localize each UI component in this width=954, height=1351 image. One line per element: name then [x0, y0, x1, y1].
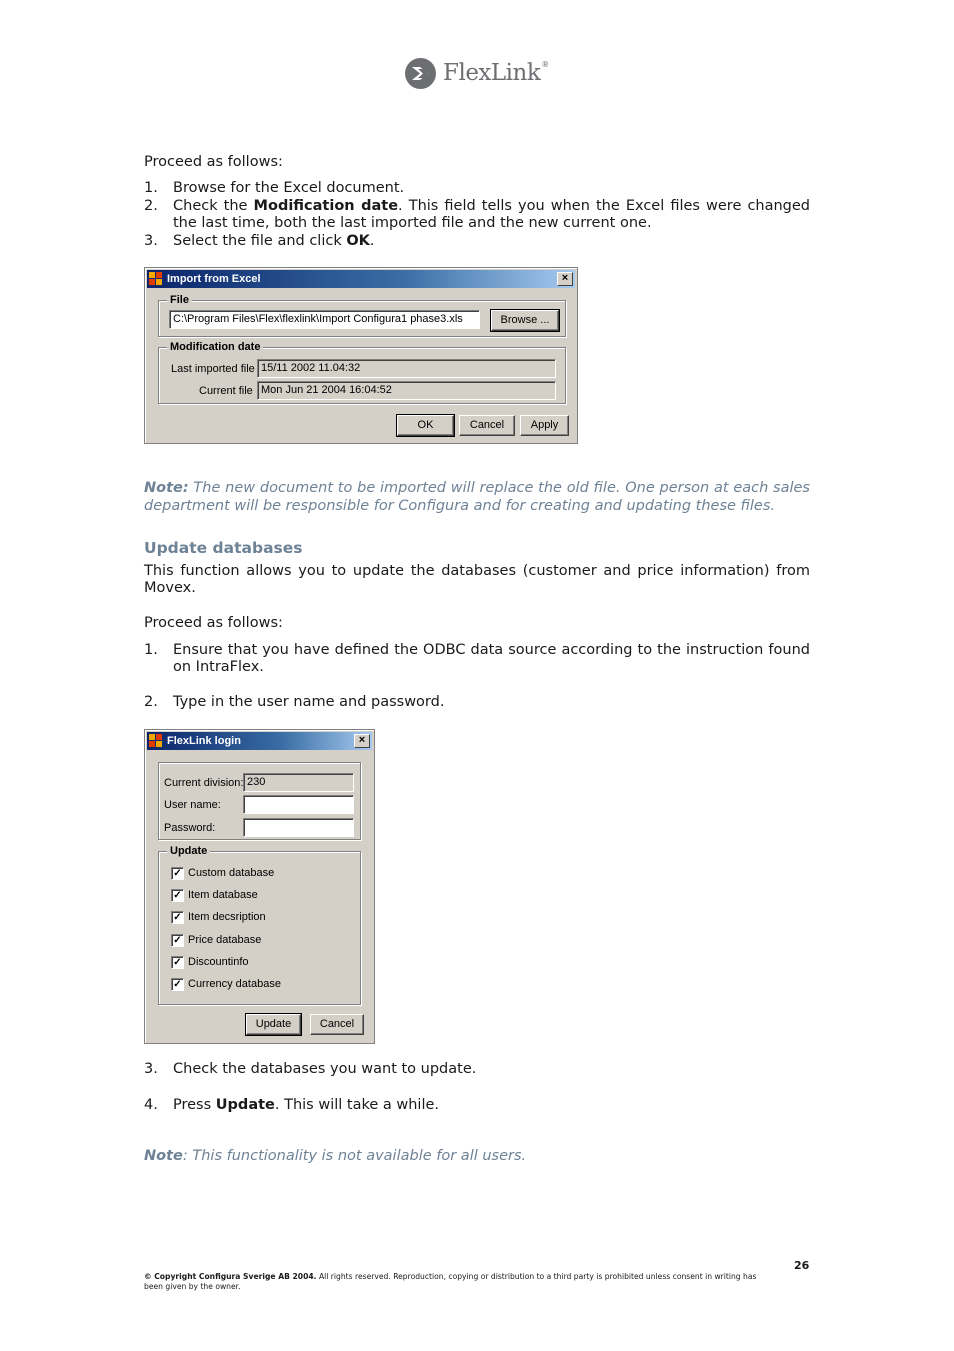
- flexlink-logo: [404, 56, 549, 90]
- close-icon[interactable]: ×: [557, 272, 573, 286]
- update-step-2: 2. Type in the user name and password.: [144, 694, 445, 710]
- proceed-intro-1: Proceed as follows:: [144, 154, 283, 170]
- user-name-label: User name:: [164, 799, 221, 811]
- update-button[interactable]: Update: [246, 1014, 301, 1035]
- logo-registered: ®: [541, 59, 550, 69]
- import-from-excel-dialog: [144, 267, 578, 444]
- update-step-3: 3. Check the databases you want to update.: [144, 1061, 477, 1077]
- login-titlebar: [147, 732, 372, 750]
- step-1: 1. Browse for the Excel document.: [144, 180, 405, 196]
- current-file-field: Mon Jun 21 2004 16:04:52: [257, 381, 556, 400]
- update-databases-desc: This function allows you to update the databases (customer and price information) from Movex.: [144, 563, 810, 596]
- flexlink-login-dialog: [144, 729, 375, 1044]
- step-3: 3. Select the file and click OK.: [144, 233, 375, 249]
- login-title: FlexLink login: [167, 735, 241, 747]
- check-custom-database[interactable]: ✓ Custom database: [171, 866, 274, 880]
- checkbox[interactable]: ✓: [171, 956, 184, 969]
- check-item-database[interactable]: ✓ Item database: [171, 888, 258, 902]
- file-group: File C:\Program Files\Flex\flexlink\Import Configura1 phase3.xls Browse ...: [158, 300, 566, 337]
- update-databases-heading: Update databases: [144, 539, 303, 557]
- update-step-1: 1. Ensure that you have defined the ODBC data source according to the instruction found on IntraFlex.: [144, 642, 810, 675]
- dialog-title: Import from Excel: [167, 273, 261, 285]
- password-label: Password:: [164, 822, 216, 834]
- checkbox[interactable]: ✓: [171, 978, 184, 991]
- credentials-group: [158, 762, 361, 840]
- current-division-field: 230: [243, 773, 354, 792]
- ok-button[interactable]: OK: [397, 415, 454, 436]
- current-file-label: Current file: [199, 385, 253, 397]
- modification-date-group: Modification date Last imported file 15/11 2002 11.04:32 Current file Mon Jun 21 2004 16:04:52: [158, 347, 566, 404]
- file-path-field[interactable]: C:\Program Files\Flex\flexlink\Import Configura1 phase3.xls: [169, 310, 480, 329]
- browse-button[interactable]: Browse ...: [491, 310, 559, 331]
- check-discountinfo[interactable]: ✓ Discountinfo: [171, 955, 249, 969]
- note-not-available: Note: This functionality is not available for all users.: [144, 1148, 527, 1164]
- current-division-label: Current division:: [164, 777, 244, 789]
- update-group: Update ✓ Custom database ✓ Item database ✓ Item decsription ✓ Price database ✓ Discountinfo ✓ Currency database: [158, 851, 361, 1005]
- logo-text: FlexLink: [443, 60, 541, 86]
- page-number: 26: [794, 1259, 810, 1272]
- app-icon: [149, 272, 163, 286]
- password-input[interactable]: [243, 818, 354, 837]
- update-step-4: 4. Press Update. This will take a while.: [144, 1097, 439, 1113]
- checkbox[interactable]: ✓: [171, 867, 184, 880]
- last-imported-field: 15/11 2002 11.04:32: [257, 359, 556, 378]
- dialog-titlebar: [147, 270, 575, 288]
- step-2: 2. Check the Modification date. This field tells you when the Excel files were changed the last time, both the last imported file and the new current one.: [144, 198, 811, 231]
- check-currency-database[interactable]: ✓ Currency database: [171, 977, 281, 991]
- close-icon[interactable]: ×: [354, 734, 370, 748]
- copyright-footer: © Copyright Configura Sverige AB 2004. All rights reserved. Reproduction, copying or distribution to a third party is prohibited unless consent in writing has been given by the owner.: [144, 1272, 757, 1291]
- last-imported-label: Last imported file: [171, 363, 255, 375]
- proceed-intro-2: Proceed as follows:: [144, 615, 283, 631]
- flexlink-logo-icon: [404, 57, 437, 90]
- app-icon: [149, 734, 163, 748]
- checkbox[interactable]: ✓: [171, 889, 184, 902]
- note-replace-file: Note: The new document to be imported will replace the old file. One person at each sales department will be responsible for Configura and for creating and updating these files.: [144, 480, 810, 514]
- checkbox[interactable]: ✓: [171, 911, 184, 924]
- cancel-button[interactable]: Cancel: [459, 415, 515, 436]
- apply-button[interactable]: Apply: [520, 415, 569, 436]
- check-price-database[interactable]: ✓ Price database: [171, 933, 261, 947]
- checkbox[interactable]: ✓: [171, 934, 184, 947]
- cancel-button[interactable]: Cancel: [310, 1014, 364, 1035]
- check-item-description[interactable]: ✓ Item decsription: [171, 910, 266, 924]
- user-name-input[interactable]: [243, 795, 354, 814]
